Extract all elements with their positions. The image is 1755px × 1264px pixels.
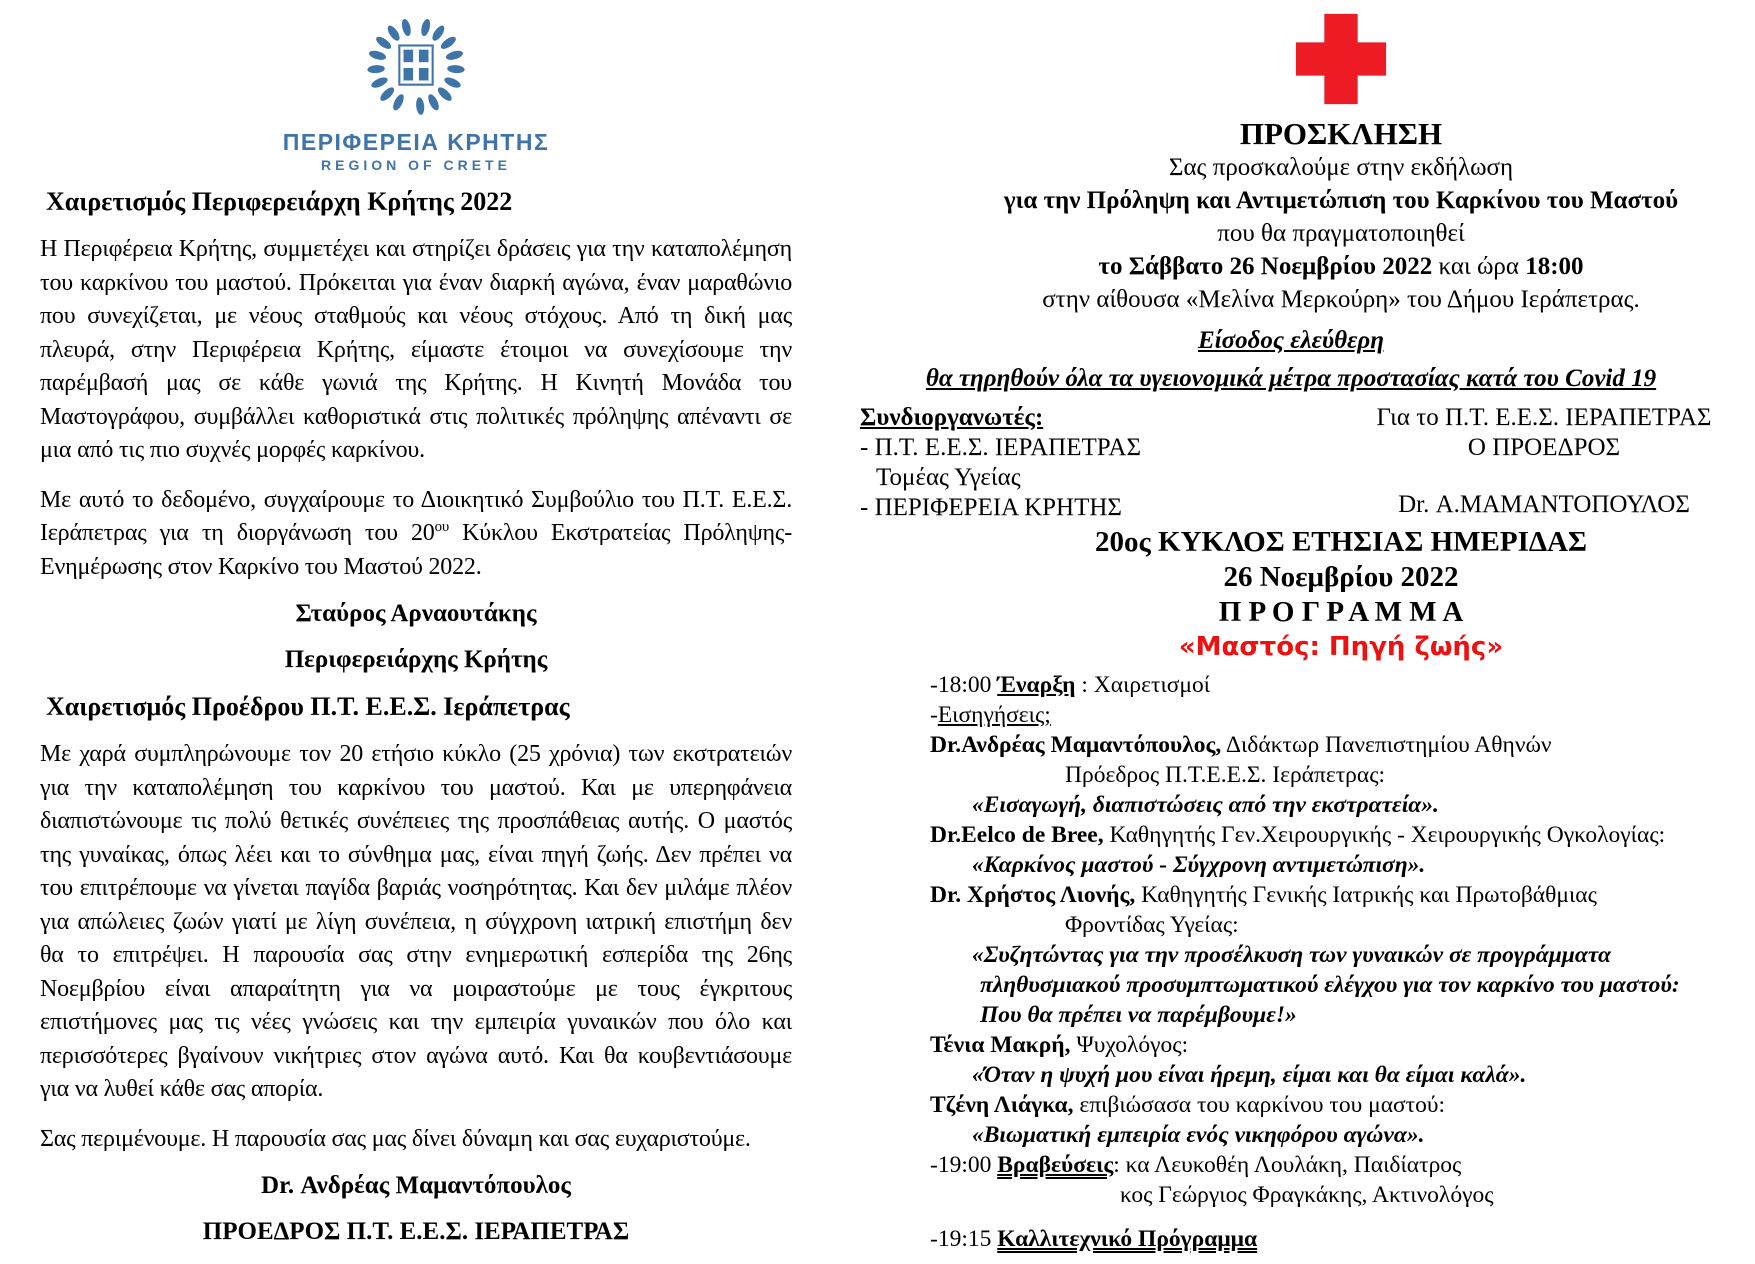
governor-signature-title: Περιφερειάρχης Κρήτης [284, 646, 548, 673]
invite-date: το Σάββατο 26 Νοεμβρίου 2022 [1098, 253, 1433, 280]
program-time: -18:00 [930, 672, 998, 698]
greeting-heading-president: Χαιρετισμός Προέδρου Π.Τ. Ε.Ε.Σ. Ιεράπετρας [46, 692, 570, 721]
free-entry-note: Είσοδος ελεύθερη [1198, 327, 1384, 354]
speaker-role: Διδάκτωρ Πανεπιστημίου Αθηνών [1221, 732, 1552, 758]
president-block-line-1: Για το Π.Τ. Ε.Ε.Σ. ΙΕΡΑΠΕΤΡΑΣ [1376, 404, 1712, 431]
speaker-role-line: Πρόεδρος Π.Τ.Ε.Ε.Σ. Ιεράπετρας: [1065, 762, 1386, 788]
invite-date-line [932, 250, 1750, 283]
program-label: Εισηγήσεις; [937, 702, 1051, 728]
program-sep: : [1113, 1152, 1126, 1178]
invite-line-2: για την Πρόληψη και Αντιμετώπιση του Καρκίνου του Μαστού [1003, 187, 1679, 214]
paragraph-text: Με αυτό το δεδομένο, συγχαίρουμε το Διοικητικό Συμβούλιο του Π.Τ. Ε.Ε.Σ. Ιεράπετρας για τη διοργάνωση του 20 [40, 486, 792, 546]
co-organizers-list [860, 403, 1141, 523]
program-sep: : [1075, 672, 1094, 698]
event-title-line-1: 20ος ΚΥΚΛΟΣ ΕΤΗΣΙΑΣ ΗΜΕΡΙΔΑΣ [1095, 526, 1587, 558]
program-label: Βραβεύσεις [997, 1152, 1114, 1178]
red-cross-logo [932, 10, 1750, 113]
talk-title-line: «Εισαγωγή, διαπιστώσεις από την εκστρατεία». [972, 792, 1439, 818]
speaker-role: επιβιώσασα του καρκίνου του μαστού: [1073, 1092, 1446, 1118]
speaker-line [930, 1090, 1750, 1120]
program-line-opening [930, 670, 1750, 700]
speaker-line [930, 730, 1750, 760]
speaker-name: Τζένη Λιάγκα, [930, 1092, 1074, 1118]
logo-subtitle: REGION OF CRETE [321, 157, 511, 173]
program-text: Χαιρετισμοί [1093, 672, 1211, 698]
president-paragraph-1: Με χαρά συμπληρώνουμε τον 20 ετήσιο κύκλο (25 χρόνια) των εκστρατειών για την καταπολέμηση του καρκίνου του μαστού. Και με υπερηφάνεια διαπιστώνουμε τις πολύ θετικές συνέπειες της προσπάθειας αυτής. Ο μαστός της γυναίκας, όπως λέει και το σύνθημα μας, είναι πηγή ζωής. Δεν πρέπει να του επιτρέπουμε να γίνεται παγίδα βαριάς νοσηρότητας. Και δεν μιλάμε πλέον για απώλειες ζωών γιατί με λίγη συνέπεια, η σύγχρονη ιατρική επιστήμη δεν θα το επιτρέψει. Η παρουσία σας στην ενημερωτική εσπερίδα της 26ης Νοεμβρίου είναι απαραίτητη για να μοιραστούμε με τους έγκριτους επιστήμονες μας τις νέες γνώσεις και την εμπειρία γυναικών που όλο και περισσότερες βγαίνουν νικήτριες στον αγώνα αυτό. Και θα κουβεντιάσουμε για να λυθεί κάθε σας απορία. [40, 741, 792, 1102]
speaker-role: Ψυχολόγος: [1070, 1032, 1189, 1058]
covid-note: θα τηρηθούν όλα τα υγειονομικά μέτρα προστασίας κατά του Covid 19 [925, 365, 1657, 392]
program-label: Καλλιτεχνικό Πρόγραμμα [997, 1226, 1258, 1252]
speaker-role: Καθηγητής Γεν.Χειρουργικής - Χειρουργικής Ογκολογίας: [1103, 822, 1666, 848]
speaker-name: Dr.Ανδρέας Μαμαντόπουλος, [930, 732, 1222, 758]
region-of-crete-logo [40, 12, 792, 173]
talk-title-line: «Βιωματική εμπειρία ενός νικηφόρου αγώνα». [972, 1122, 1425, 1148]
speaker-role: Καθηγητής Γενικής Ιατρικής και Πρωτοβάθμιας [1135, 882, 1597, 908]
program-line-closing [930, 1224, 1750, 1254]
speaker-line [930, 820, 1750, 850]
speaker-name: Τένια Μακρή, [930, 1032, 1071, 1058]
talk-title-line: «Καρκίνος μαστού - Σύγχρονη αντιμετώπιση». [972, 852, 1426, 878]
program-line-awards [930, 1150, 1750, 1180]
speaker-name: Dr. Χρήστος Λιονής, [930, 882, 1136, 908]
governor-paragraph-1: Η Περιφέρεια Κρήτης, συμμετέχει και στηρίζει δράσεις για την καταπολέμηση του καρκίνου του μαστού. Πρόκειται για έναν διαρκή αγώνα, έναν μαραθώνιο που συνεχίζεται, με νέους σταθμούς και νέους στόχους. Από τη δική μας πλευρά, στην Περιφέρεια Κρήτης, είμαστε έτοιμοι να συνεχίσουμε την παρέμβασή μας σε κάθε γωνιά της Κρήτης. Η Κινητή Μονάδα του Μαστογράφου, συμβάλλει καθοριστικά στις πολιτικές πρόληψης απέναντι σε μια από τις πιο συχνές μορφές καρκίνου. [40, 236, 792, 463]
logo-title: ΠΕΡΙΦΕΡΕΙΑ ΚΡΗΤΗΣ [282, 129, 550, 155]
speaker-role-line: Φροντίδας Υγείας: [1065, 912, 1239, 938]
invite-date-sep: και ώρα [1432, 253, 1526, 280]
invite-time: 18:00 [1525, 253, 1584, 280]
president-signature-name: Dr. Ανδρέας Μαμαντόπουλος [261, 1172, 571, 1199]
region-of-crete-emblem-icon [366, 12, 466, 124]
talk-title-line: «Όταν η ψυχή μου είναι ήρεμη, είμαι και θα είμαι καλά». [972, 1062, 1527, 1088]
talk-title-line: Που θα πρέπει να παρέμβουμε!» [980, 1002, 1297, 1028]
president-signature-title: ΠΡΟΕΔΡΟΣ Π.Τ. Ε.Ε.Σ. ΙΕΡΑΠΕΤΡΑΣ [202, 1218, 630, 1245]
program-label: Έναρξη [997, 672, 1076, 698]
program-line-sessions [930, 700, 1750, 730]
event-title-program: Π Ρ Ο Γ Ρ Α Μ Μ Α [1218, 596, 1464, 628]
greeting-heading-governor: Χαιρετισμός Περιφερειάρχη Κρήτης 2022 [46, 187, 513, 216]
talk-title-line: «Συζητώντας για την προσέλκυση των γυναικών σε προγράμματα [972, 942, 1611, 968]
president-paragraph-2: Σας περιμένουμε. Η παρουσία σας μας δίνει δύναμη και σας ευχαριστούμε. [40, 1125, 751, 1152]
talk-title-line: πληθυσμιακού προσυμπτωματικού ελέγχου για τον καρκίνο του μαστού: [980, 972, 1680, 998]
program-time: -19:15 [930, 1226, 998, 1252]
invite-line-3: που θα πραγματοποιηθεί [1217, 220, 1465, 247]
program-dash: - [930, 702, 938, 728]
speaker-name: Dr.Eelco de Bree, [930, 822, 1104, 848]
ordinal-suffix: ου [434, 519, 449, 535]
speaker-line [930, 880, 1750, 910]
invite-venue-line: στην αίθουσα «Μελίνα Μερκούρη» του Δήμου Ιεράπετρας. [1042, 286, 1640, 313]
co-organizer-item: Τομέας Υγείας [876, 464, 1021, 491]
program-awards-line-2: κος Γεώργιος Φραγκάκης, Ακτινολόγος [1120, 1182, 1494, 1208]
invite-line-1: Σας προσκαλούμε στην εκδήλωση [1168, 154, 1514, 181]
red-cross-icon [1292, 10, 1390, 108]
event-slogan: «Μαστός: Πηγή ζωής» [1178, 632, 1504, 662]
program-time: -19:00 [930, 1152, 998, 1178]
president-block-line-2: Ο ΠΡΟΕΔΡΟΣ [1467, 434, 1621, 461]
left-page [40, 12, 792, 1264]
event-title-line-2: 26 Νοεμβρίου 2022 [1223, 561, 1459, 593]
governor-paragraph-2 [40, 484, 792, 585]
president-block-name: Dr. Α.ΜΑΜΑΝΤΟΠΟΥΛΟΣ [1398, 491, 1690, 518]
organizers-section [832, 403, 1750, 525]
governor-signature-name: Σταύρος Αρναουτάκης [295, 600, 537, 627]
speaker-line [930, 1030, 1750, 1060]
program-text: κα Λευκοθέη Λουλάκη, Παιδίατρος [1125, 1152, 1462, 1178]
co-organizer-item: - ΠΕΡΙΦΕΡΕΙΑ ΚΡΗΤΗΣ [860, 494, 1122, 521]
paragraph-text: Κύκλου Εκστρατείας Πρόληψης-Ενημέρωσης στον Καρκίνο του Μαστού 2022. [40, 520, 792, 580]
invitation-title: ΠΡΟΣΚΛΗΣΗ [1239, 116, 1443, 151]
program-list [930, 670, 1750, 1254]
president-signature-block [1344, 403, 1744, 520]
invitation-header [932, 10, 1750, 316]
right-page [832, 8, 1750, 1254]
co-organizers-heading: Συνδιοργανωτές: [860, 404, 1044, 431]
co-organizer-item: - Π.Τ. Ε.Ε.Σ. ΙΕΡΑΠΕΤΡΑΣ [860, 434, 1142, 461]
